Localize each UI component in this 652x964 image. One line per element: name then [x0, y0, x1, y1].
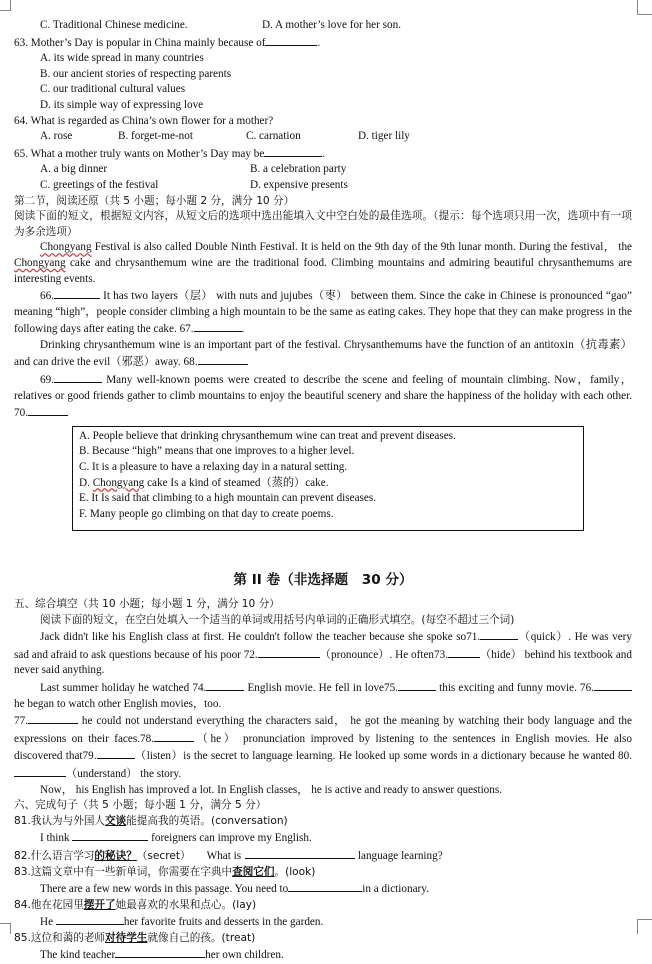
question-text: 83.这篇文章中有一些新单词，你需要在字典中 — [14, 865, 233, 878]
answer-blank — [245, 847, 355, 859]
paragraph-text: Last summer holiday he watched 74. — [40, 681, 207, 694]
question-65-stem — [14, 145, 632, 163]
option-f: F. Many people go climbing on that day to create poems. — [79, 507, 334, 520]
paragraph-text: （listen）is the secret to language learning. He looked up some words in a dictionary because he wanted 80. — [134, 750, 632, 763]
answer-blank — [14, 765, 66, 777]
question-65-options-ab — [14, 162, 632, 178]
option-d: D. A mother’s love for her son. — [262, 19, 401, 31]
paragraph-text: English movie. He fell in love75. — [244, 681, 398, 694]
question-84-english — [14, 913, 632, 931]
section-5-paragraph-3 — [14, 712, 632, 782]
page-corner-mark — [637, 919, 652, 934]
question-62-options — [14, 18, 632, 34]
key-phrase: 查阅它们 — [232, 865, 275, 878]
option-a: A. People believe that drinking chrysanthemum wine can treat and prevent diseases. — [79, 429, 456, 442]
answer-blank — [56, 913, 124, 925]
option-e: E. It Is said that climbing to a high mountain can prevent diseases. — [79, 492, 377, 505]
sentence-text: her own children. — [205, 949, 284, 962]
answer-blank — [194, 320, 242, 332]
passage-paragraph-4 — [14, 371, 632, 422]
paragraph-text: 77. — [14, 715, 28, 728]
sentence-text: The kind teacher — [40, 949, 116, 962]
question-64-stem: 64. What is regarded as China’s own flower for a mother? — [14, 114, 274, 127]
option-b: B. Because “high” means that one improves to a higher level. — [79, 445, 355, 458]
section-5-instruction: 阅读下面的短文，在空白处填入一个适当的单词或用括号内单词的正确形式填空。(每空不超过三个词) — [40, 613, 515, 626]
question-85-chinese — [14, 931, 632, 947]
paragraph-text: Festival is also called Double Ninth Festival. It is held on the 9th day of the 9th lunar month. During the festival， the — [91, 241, 632, 254]
question-82-chinese — [14, 847, 632, 865]
option-d: D. its simple way of expressing love — [40, 98, 204, 111]
highlighted-word: Chongyang — [92, 476, 145, 489]
passage-paragraph-3 — [14, 338, 632, 371]
part-2-title: 第 II 卷（非选择题 30 分） — [233, 572, 413, 589]
option-a: A. a big dinner — [40, 163, 108, 176]
answer-blank — [206, 679, 244, 691]
question-85-english — [14, 946, 632, 964]
page-corner-mark — [637, 0, 652, 15]
answer-blank — [398, 679, 436, 691]
section-2-heading: 第二节，阅读还原（共 5 小题；每小题 2 分，满分 10 分） — [14, 194, 295, 207]
paragraph-text: It has two layers（层） with nuts and jujubes（枣） between them. Since the cake in Chinese is pronounced “gao” meaning “high”，people consider climbing a high mountain to be the same as eating cakes. They hope that they can make progress in the following days after eating the cake. 67. — [14, 290, 632, 336]
option-d: D. tiger lily — [358, 130, 410, 143]
highlighted-word: Chongyang — [40, 241, 92, 254]
option-b: B. forget-me-not — [118, 130, 193, 143]
sentence-text: foreigners can improve my English. — [151, 832, 312, 845]
option-a: A. its wide spread in many countries — [40, 52, 204, 65]
answer-blank — [28, 712, 78, 724]
question-text: 81.我认为与外国人 — [14, 814, 106, 827]
document-page — [14, 18, 632, 964]
passage-paragraph-1 — [14, 240, 632, 287]
option-c: C. our traditional cultural values — [40, 83, 186, 96]
sentence-text: in a dictionary. — [362, 883, 429, 896]
question-65-options-cd — [14, 178, 632, 194]
question-83-english — [14, 880, 632, 898]
paragraph-text: （he） pronunciation improved by listening to the sentences in English movies. He also discovered that79. — [14, 732, 632, 763]
section-5-paragraph-2 — [14, 679, 632, 712]
paragraph-text: （understand） the story. — [66, 767, 182, 780]
answer-blank — [288, 880, 362, 892]
option-b: B. a celebration party — [250, 163, 347, 176]
paragraph-text: Many well-known poems were created to describe the scene and feeling of mountain climbing. Now，family，relatives or good friends gather to climb mountains to enjoy the beautiful scenery and share the happiness of the holiday with each other. 70. — [14, 374, 632, 420]
option-c: C. Traditional Chinese medicine. — [40, 19, 188, 31]
option-a: A. rose — [40, 130, 73, 143]
key-phrase: 对待学生 — [105, 931, 148, 944]
section-5-paragraph-4: Now， his English has improved a lot. In English classes， he is active and ready to answer questions. — [40, 783, 503, 796]
paragraph-text: （hide） behind his textbook and never said anything. — [14, 648, 632, 677]
question-text: 能提高我的英语。(conversation) — [126, 814, 288, 827]
question-text: 65. What a mother truly wants on Mother’s Day may be — [14, 147, 265, 160]
punctuation: . — [322, 147, 326, 160]
answer-blank — [97, 747, 135, 759]
page-corner-mark — [0, 923, 11, 934]
question-text: 就像自己的孩。(treat) — [147, 931, 256, 944]
punctuation: . — [241, 323, 245, 336]
paragraph-text: Jack didn't like his English class at first. He couldn't follow the teacher because she spoke so71. — [40, 631, 481, 644]
answer-blank — [265, 34, 317, 46]
option-c: C. greetings of the festival — [40, 178, 159, 191]
section-5-heading: 五、综合填空（共 10 小题；每小题 1 分，满分 10 分） — [14, 598, 280, 610]
answer-blank — [115, 946, 205, 958]
question-83-chinese — [14, 865, 632, 881]
sentence-text: her favorite fruits and desserts in the garden. — [123, 916, 324, 929]
question-text: 她最喜欢的水果和点心。(lay) — [115, 898, 257, 911]
option-c: C. carnation — [246, 130, 301, 143]
section-5-paragraph-1 — [14, 628, 632, 679]
section-6-heading: 六、完成句子（共 5 小题；每小题 1 分，满分 5 分） — [14, 799, 267, 812]
question-text: 63. Mother’s Day is popular in China mainly because of — [14, 36, 266, 49]
paragraph-text: Drinking chrysanthemum wine is an important part of the festival. Chrysanthemums have the function of an antitoxin（抗毒素） and can drive the evil（邪恶）away. 68. — [14, 338, 632, 369]
highlighted-word: Chongyang — [14, 256, 66, 269]
sentence-text: language learning? — [357, 849, 443, 862]
option-letter: D. — [79, 476, 93, 489]
answer-blank — [54, 371, 102, 383]
option-c: C. It is a pleasure to have a relaxing day in a natural setting. — [79, 461, 348, 474]
key-phrase: 交谈 — [105, 814, 127, 827]
option-d: D. expensive presents — [250, 178, 348, 191]
question-84-chinese — [14, 898, 632, 914]
answer-blank — [258, 646, 320, 658]
answer-blank — [54, 287, 100, 299]
key-phrase: 的秘诀？ — [94, 849, 137, 862]
question-63-stem — [14, 34, 632, 52]
question-64-options — [14, 129, 632, 145]
answer-blank — [198, 353, 248, 365]
page-corner-mark — [0, 0, 11, 11]
options-box — [72, 426, 584, 532]
sentence-text: I think — [40, 832, 70, 845]
option-b: B. our ancient stories of respecting parents — [40, 67, 232, 80]
question-81-english — [14, 829, 632, 847]
sentence-text: What is — [206, 849, 242, 862]
paragraph-text: cake and chrysanthemum wine are the traditional food. Climbing mountains and admiring beautiful chrysanthemums are interesting events. — [14, 256, 632, 285]
question-text: 84.他在花园里 — [14, 898, 84, 911]
key-phrase: 摆开了 — [83, 898, 116, 911]
question-text: 85.这位和蔼的老师 — [14, 931, 106, 944]
option-d — [79, 476, 577, 492]
blank-number: 69. — [40, 374, 54, 387]
option-text: cake Is a kind of steamed（蒸的）cake. — [144, 476, 329, 489]
blank-number: 66. — [40, 290, 54, 303]
paragraph-text: this exciting and funny movie. 76. — [435, 681, 594, 694]
paragraph-text: he could not understand everything the characters said， he got the meaning by watching their body language and the expressions on their faces.78. — [14, 715, 632, 745]
paragraph-text: （quick）. He was very sad and afraid to ask questions because of his poor 72. — [14, 631, 632, 661]
answer-blank — [480, 628, 518, 640]
passage-paragraph-2 — [14, 287, 632, 338]
answer-blank — [72, 829, 148, 841]
answer-blank — [594, 679, 632, 691]
punctuation: . — [317, 36, 321, 49]
paragraph-text: he began to watch other English movies，too. — [14, 697, 222, 710]
paragraph-text: （pronounce）. He often73. — [319, 648, 448, 661]
answer-blank — [264, 145, 322, 157]
question-text: 82.什么语言学习 — [14, 849, 95, 862]
answer-blank — [154, 730, 194, 742]
answer-blank — [28, 404, 68, 416]
sentence-text: He — [40, 916, 54, 929]
answer-blank — [448, 646, 480, 658]
sentence-text: There are a few new words in this passage. You need to — [40, 883, 289, 896]
question-text: 。(look) — [274, 865, 316, 878]
question-text: （secret） — [136, 849, 191, 862]
section-2-instruction: 阅读下面的短文，根据短文内容，从短文后的选项中选出能填入文中空白处的最佳选项。（提示：每个选项只用一次，选项中有一项为多余选项） — [14, 210, 632, 238]
question-81-chinese — [14, 814, 632, 830]
